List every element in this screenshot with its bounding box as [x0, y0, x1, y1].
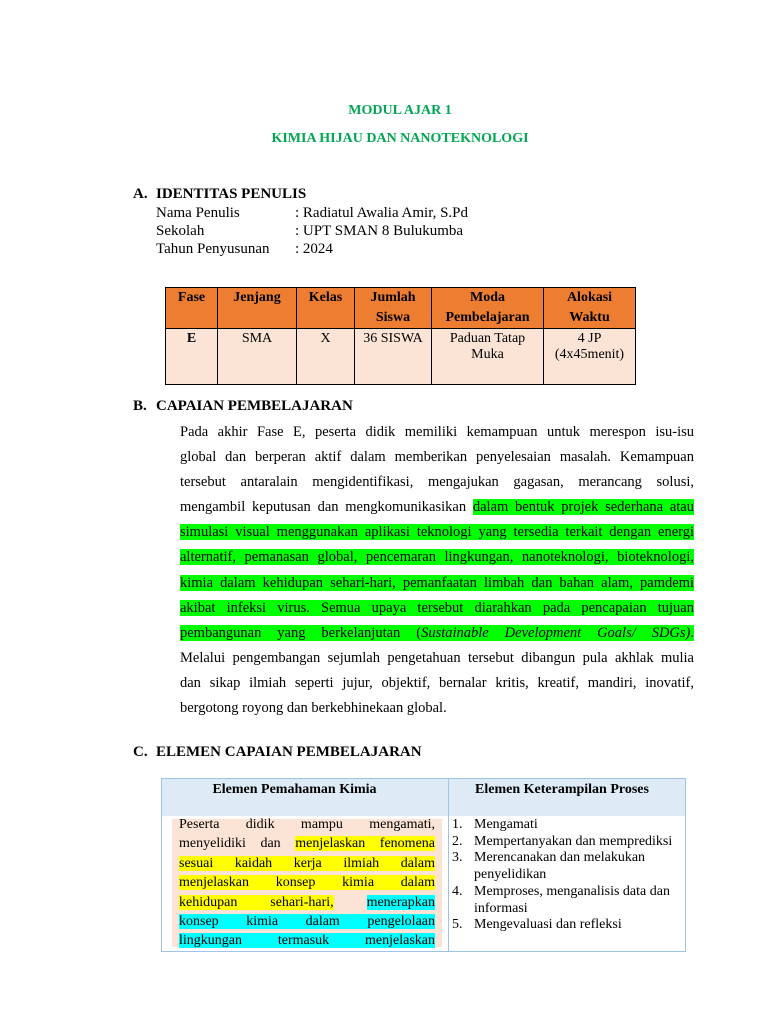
highlighted-text: kehidupan sehari-hari,: [179, 894, 334, 910]
highlighted-text: dalam bentuk projek sederhana atau: [472, 499, 694, 516]
paragraph-line: [179, 834, 435, 853]
table-header-cell: Kelas: [297, 288, 355, 329]
section-c-heading: [133, 744, 422, 761]
section-a-letter: A.: [133, 186, 148, 202]
list-text: Mengamati: [474, 817, 538, 832]
module-info-table: [165, 287, 636, 385]
list-item: [452, 917, 677, 934]
list-item: [452, 850, 677, 883]
highlighted-text: alternatif, pemanasan global, pencemaran lingkungan, nanoteknologi, bioteknologi,: [180, 549, 694, 566]
paragraph-text: [334, 895, 367, 910]
identity-value: : Radiatul Awalia Amir, S.Pd: [295, 205, 469, 221]
section-c-letter: C.: [133, 744, 148, 760]
section-b-title: CAPAIAN PEMBELAJARAN: [156, 398, 353, 414]
paragraph-line: [180, 545, 694, 570]
identity-row-school: [156, 223, 463, 240]
paragraph-line: [180, 495, 694, 520]
paragraph-line: [179, 912, 435, 931]
process-skills-list: [452, 817, 677, 934]
highlighted-text: pembangunan yang berkelanjutan (: [180, 624, 422, 641]
table-cell: Paduan Tatap Muka: [432, 329, 544, 385]
list-item: [452, 884, 677, 917]
elements-table: [161, 778, 686, 952]
paragraph-line: [179, 873, 435, 892]
table-header-cell: Moda Pembelajaran: [432, 288, 544, 329]
list-number: 2.: [452, 833, 463, 849]
list-text: Merencanakan dan melakukan penyelidikan: [474, 850, 646, 883]
identity-label: Nama Penulis: [156, 205, 240, 221]
list-text: Mengevaluasi dan refleksi: [474, 917, 622, 933]
highlighted-text: konsep kimia dalam pengelolaan: [179, 913, 435, 929]
identity-row-name: [156, 205, 468, 222]
paragraph-line: [180, 596, 694, 621]
highlighted-text: .: [690, 624, 694, 641]
identity-value: : UPT SMAN 8 Bulukumba: [295, 223, 464, 239]
paragraph-line: [179, 931, 435, 950]
paragraph-line: [180, 621, 694, 646]
table-cell: X: [297, 329, 355, 385]
column-divider: [448, 779, 449, 951]
highlighted-text: kimia dalam kehidupan sehari-hari, pemanfaatan limbah dan bahan alam, pamdemi: [180, 574, 694, 591]
elements-right-header: Elemen Keterampilan Proses: [475, 782, 649, 797]
elements-left-header: Elemen Pemahaman Kimia: [212, 782, 377, 797]
list-number: 4.: [452, 883, 463, 899]
paragraph-line: Melalui pengembangan sejumlah pengetahuan tersebut dibangun pula akhlak mulia: [180, 649, 694, 666]
list-number: 1.: [452, 817, 463, 832]
highlighted-text: akibat infeksi virus. Semua upaya tersebut diarahkan pada pencapaian tujuan: [180, 599, 694, 616]
section-b-heading: [133, 398, 353, 415]
table-header-cell: Jumlah Siswa: [355, 288, 432, 329]
table-header-cell: Alokasi Waktu: [544, 288, 636, 329]
highlighted-text: sesuai kaidah kerja ilmiah dalam: [179, 855, 435, 871]
table-cell: SMA: [218, 329, 297, 385]
table-cell: 4 JP (4x45menit): [544, 329, 636, 385]
table-row: [166, 329, 636, 385]
paragraph-line: bergotong royong dan berkebhinekaan global.: [180, 700, 447, 717]
highlighted-text: menjelaskan fenomena: [295, 836, 435, 852]
section-c-title: ELEMEN CAPAIAN PEMBELAJARAN: [156, 744, 422, 760]
highlighted-text: menjelaskan konsep kimia dalam: [179, 875, 435, 891]
table-header-cell: Jenjang: [218, 288, 297, 329]
highlighted-text: lingkungan termasuk menjelaskan: [179, 933, 435, 949]
paragraph-text: mengambil keputusan dan mengkomunikasikan: [180, 499, 473, 516]
highlighted-text: simulasi visual menggunakan aplikasi teknologi yang tersedia terkait dengan energi: [180, 524, 694, 541]
identity-value: : 2024: [295, 241, 333, 257]
paragraph-line: Peserta didik mampu mengamati,: [179, 817, 435, 832]
paragraph-line: global dan berperan aktif dalam memberikan penyelesaian masalah. Kemampuan: [180, 449, 694, 466]
list-number: 3.: [452, 850, 463, 866]
section-a-title: IDENTITAS PENULIS: [156, 186, 307, 202]
highlighted-text: menerapkan: [366, 894, 435, 910]
list-number: 5.: [452, 917, 463, 933]
paragraph-line: [179, 854, 435, 873]
identity-label: Tahun Penyusunan: [156, 241, 270, 257]
module-title: MODUL AJAR 1: [348, 103, 452, 118]
module-subtitle: KIMIA HIJAU DAN NANOTEKNOLOGI: [271, 131, 529, 146]
table-cell: E: [166, 329, 218, 385]
highlighted-italic-text: Sustainable Development Goals/ SDGs): [421, 624, 691, 641]
section-b-letter: B.: [133, 398, 147, 414]
list-text: Memproses, menganalisis data dan informasi: [474, 883, 670, 916]
identity-row-year: [156, 241, 333, 258]
table-header-row: [166, 288, 636, 329]
paragraph-line: dan sikap ilmiah seperti jujur, objektif, bernalar kritis, kreatif, mandiri, inovatif,: [180, 674, 694, 691]
list-item: [452, 834, 677, 851]
section-a-heading: [133, 186, 306, 203]
paragraph-line: [180, 520, 694, 545]
identity-label: Sekolah: [156, 223, 205, 239]
paragraph-line: Pada akhir Fase E, peserta didik memiliki kemampuan untuk merespon isu-isu: [180, 424, 694, 440]
paragraph-line: tersebut antaralain mengidentifikasi, mengajukan gagasan, merancang solusi,: [180, 474, 694, 491]
list-item: [452, 817, 677, 834]
table-header-cell: Fase: [166, 288, 218, 329]
list-text: Mempertanyakan dan memprediksi: [474, 833, 673, 849]
paragraph-text: menyelidiki dan: [179, 836, 296, 852]
paragraph-line: [180, 571, 694, 596]
learning-outcome-paragraph: [180, 420, 694, 721]
paragraph-line: [179, 893, 435, 912]
understanding-text: [179, 815, 435, 951]
table-cell: 36 SISWA: [355, 329, 432, 385]
